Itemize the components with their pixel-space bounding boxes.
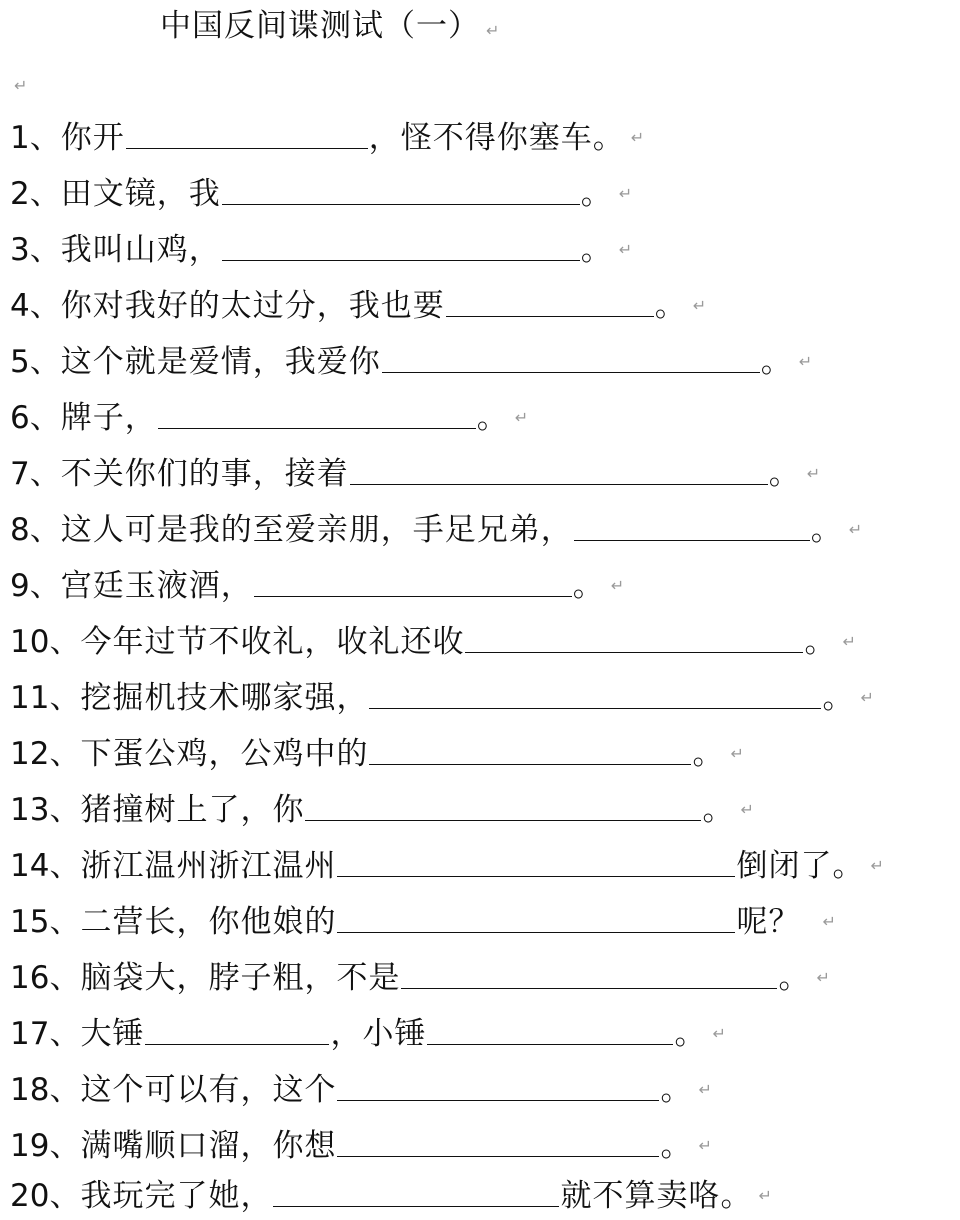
question-18 <box>10 1066 712 1114</box>
question-13 <box>10 786 754 834</box>
paragraph-mark-icon: ↵ <box>698 1136 712 1155</box>
question-text: 下蛋公鸡，公鸡中的 <box>80 736 369 772</box>
question-number: 14、 <box>10 848 81 884</box>
question-text: 这人可是我的至爱亲朋，手足兄弟， <box>60 512 573 548</box>
question-text: ，怪不得你塞车。 <box>368 120 625 156</box>
answer-blank[interactable] <box>369 678 821 709</box>
question-number: 16、 <box>10 960 81 996</box>
question-text: 。 <box>768 456 801 492</box>
answer-blank[interactable] <box>337 902 735 933</box>
answer-blank[interactable] <box>369 734 691 765</box>
question-number: 2、 <box>10 176 61 212</box>
question-number: 13、 <box>10 792 81 828</box>
question-text: 。 <box>760 344 793 380</box>
answer-blank[interactable] <box>337 846 735 877</box>
question-10 <box>10 618 856 666</box>
question-text: 倒闭了。 <box>736 848 865 884</box>
question-number: 17、 <box>10 1016 81 1052</box>
question-number: 15、 <box>10 904 81 940</box>
question-number: 4、 <box>10 288 61 324</box>
question-number: 18、 <box>10 1072 81 1108</box>
question-number: 8、 <box>10 512 61 548</box>
answer-blank[interactable] <box>254 566 572 597</box>
question-text: 就不算卖咯。 <box>560 1178 753 1214</box>
question-text: 。 <box>692 736 725 772</box>
answer-blank[interactable] <box>305 790 701 821</box>
question-number: 7、 <box>10 456 61 492</box>
question-text: 。 <box>778 960 811 996</box>
question-text: 。 <box>654 288 687 324</box>
answer-blank[interactable] <box>382 342 760 373</box>
question-2 <box>10 170 632 218</box>
answer-blank[interactable] <box>427 1014 673 1045</box>
question-text: 我玩完了她， <box>80 1178 273 1214</box>
question-number: 3、 <box>10 232 61 268</box>
answer-blank[interactable] <box>574 510 810 541</box>
question-9 <box>10 562 624 610</box>
question-number: 9、 <box>10 568 61 604</box>
question-text: 今年过节不收礼，收礼还收 <box>80 624 465 660</box>
question-text: 。 <box>810 512 843 548</box>
question-5 <box>10 338 812 386</box>
question-8 <box>10 506 862 554</box>
answer-blank[interactable] <box>126 118 368 149</box>
question-text: 满嘴顺口溜，你想 <box>80 1128 337 1164</box>
paragraph-mark-icon: ↵ <box>692 296 707 315</box>
question-text: 。 <box>822 680 855 716</box>
question-text: ，小锤 <box>330 1016 427 1052</box>
question-19 <box>10 1122 712 1170</box>
paragraph-mark-icon: ↵ <box>870 856 884 875</box>
question-14 <box>10 842 884 890</box>
question-text: 。 <box>580 232 613 268</box>
question-text: 。 <box>580 176 613 212</box>
answer-blank[interactable] <box>145 1014 329 1045</box>
paragraph-mark-icon: ↵ <box>848 520 863 539</box>
question-6 <box>10 394 528 442</box>
answer-blank[interactable] <box>401 958 777 989</box>
question-number: 11、 <box>10 680 81 716</box>
answer-blank[interactable] <box>222 174 580 205</box>
question-text: 猪撞树上了，你 <box>80 792 305 828</box>
answer-blank[interactable] <box>337 1126 659 1157</box>
question-text: 。 <box>674 1016 707 1052</box>
paragraph-mark-icon: ↵ <box>816 968 830 987</box>
paragraph-mark-icon: ↵ <box>630 128 645 147</box>
question-text: 挖掘机技术哪家强， <box>80 680 369 716</box>
question-text: 。 <box>572 568 605 604</box>
question-text: 田文镜，我 <box>60 176 221 212</box>
question-number: 10、 <box>10 624 81 660</box>
question-number: 20、 <box>10 1178 81 1214</box>
paragraph-mark-icon: ↵ <box>486 21 501 40</box>
paragraph-mark-icon: ↵ <box>698 1080 712 1099</box>
question-4 <box>10 282 706 330</box>
question-12 <box>10 730 744 778</box>
question-text: 这个可以有，这个 <box>80 1072 337 1108</box>
question-20 <box>10 1172 772 1220</box>
answer-blank[interactable] <box>465 622 803 653</box>
question-11 <box>10 674 874 722</box>
question-3 <box>10 226 632 274</box>
question-text: 你开 <box>60 120 125 156</box>
answer-blank[interactable] <box>446 286 654 317</box>
question-17 <box>10 1010 726 1058</box>
question-number: 6、 <box>10 400 61 436</box>
paragraph-mark-icon: ↵ <box>798 352 813 371</box>
question-number: 19、 <box>10 1128 81 1164</box>
answer-blank[interactable] <box>273 1176 559 1207</box>
question-15 <box>10 898 836 946</box>
paragraph-mark-icon: ↵ <box>14 76 28 95</box>
question-number: 1、 <box>10 120 61 156</box>
paragraph-mark-icon: ↵ <box>822 912 836 931</box>
question-1 <box>10 114 644 162</box>
paragraph-mark-icon: ↵ <box>618 240 633 259</box>
question-16 <box>10 954 830 1002</box>
answer-blank[interactable] <box>158 398 476 429</box>
question-text: 你对我好的太过分，我也要 <box>60 288 445 324</box>
paragraph-mark-icon: ↵ <box>618 184 633 203</box>
question-text: 我叫山鸡， <box>60 232 221 268</box>
question-text: 。 <box>660 1128 693 1164</box>
answer-blank[interactable] <box>337 1070 659 1101</box>
question-text: 牌子， <box>60 400 157 436</box>
paragraph-mark-icon: ↵ <box>806 464 821 483</box>
answer-blank[interactable] <box>350 454 768 485</box>
paragraph-mark-icon: ↵ <box>712 1024 726 1043</box>
question-7 <box>10 450 820 498</box>
document-title <box>160 6 500 51</box>
title-text: 中国反间谍测试（一） <box>160 8 480 44</box>
paragraph-mark-icon: ↵ <box>730 744 744 763</box>
answer-blank[interactable] <box>222 230 580 261</box>
question-text: 。 <box>476 400 509 436</box>
question-number: 12、 <box>10 736 81 772</box>
paragraph-mark-icon: ↵ <box>740 800 754 819</box>
question-text: 宫廷玉液酒， <box>60 568 253 604</box>
question-text: 。 <box>804 624 837 660</box>
question-text: 。 <box>660 1072 693 1108</box>
question-text: 浙江温州浙江温州 <box>80 848 337 884</box>
paragraph-mark-icon: ↵ <box>514 408 529 427</box>
question-text: 这个就是爱情，我爱你 <box>60 344 381 380</box>
paragraph-mark-icon: ↵ <box>610 576 625 595</box>
question-text: 二营长，你他娘的 <box>80 904 337 940</box>
paragraph-mark-icon: ↵ <box>758 1186 772 1205</box>
question-text: 不关你们的事，接着 <box>60 456 349 492</box>
question-text: 。 <box>702 792 735 828</box>
question-number: 5、 <box>10 344 61 380</box>
question-text: 大锤 <box>80 1016 145 1052</box>
paragraph-mark-icon: ↵ <box>842 632 856 651</box>
question-text: 脑袋大，脖子粗，不是 <box>80 960 401 996</box>
question-text: 呢？ <box>736 904 801 940</box>
paragraph-mark-icon: ↵ <box>860 688 874 707</box>
